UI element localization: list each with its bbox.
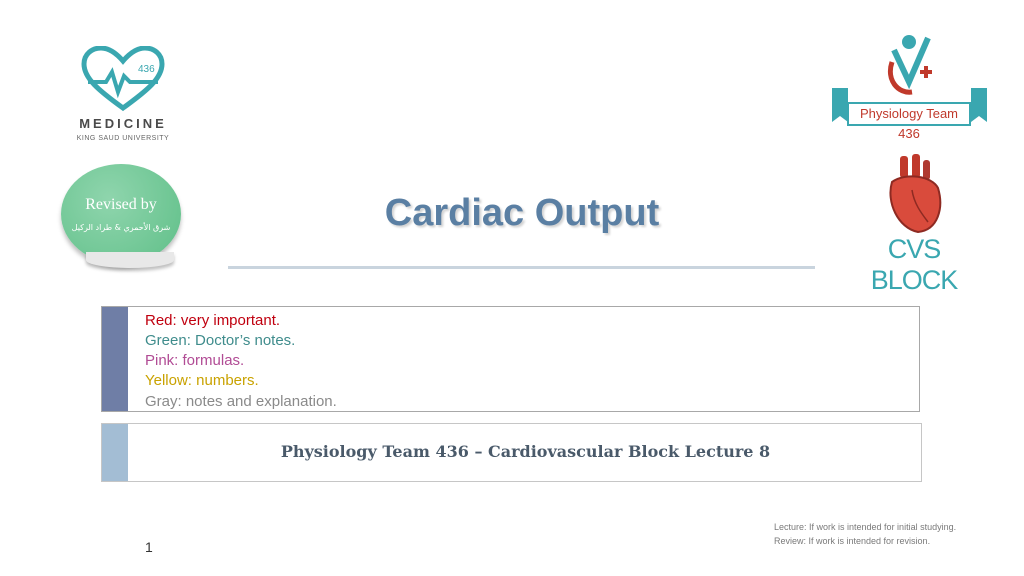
color-legend (101, 306, 920, 412)
footnotes (774, 520, 1004, 548)
heart-organ-icon (862, 152, 966, 236)
heart-pulse-icon (78, 46, 168, 112)
team-banner-label: Physiology Team 436 (847, 102, 971, 126)
page-title: Cardiac Output (384, 192, 660, 234)
sticker-circle (61, 164, 181, 264)
revised-names: شرق الأحمري & طراد الركيل (71, 223, 171, 232)
badge-text: 436 (138, 64, 155, 75)
legend-red: Red: very important. (145, 312, 281, 329)
legend-accent-bar (102, 307, 128, 411)
page-number: 1 (145, 539, 153, 555)
lecture-accent-bar (102, 424, 128, 481)
legend-green: Green: Doctor’s notes. (145, 332, 296, 349)
revised-by-sticker (58, 160, 184, 272)
footnote-review: Review: If work is intended for revision. (774, 536, 931, 546)
medicine-word: MEDICINE (79, 116, 167, 131)
legend-gray: Gray: notes and explanation. (145, 393, 337, 410)
lecture-banner (101, 423, 922, 482)
legend-yellow: Yellow: numbers. (145, 372, 259, 389)
revised-title: Revised by (85, 196, 157, 213)
title-divider (228, 266, 815, 269)
physiology-team-logo (832, 30, 987, 141)
footnote-lecture: Lecture: If work is intended for initial studying. (774, 522, 957, 532)
cvs-block-label: CVS BLOCK (870, 234, 958, 295)
legend-pink: Pink: formulas. (145, 352, 245, 369)
medicine-logo (58, 46, 188, 146)
university-name: KING SAUD UNIVERSITY (76, 135, 170, 142)
cvs-block-logo (862, 152, 966, 295)
sticker-curl (86, 252, 174, 268)
lecture-title: Physiology Team 436 – Cardiovascular Block Lecture 8 (280, 442, 771, 461)
